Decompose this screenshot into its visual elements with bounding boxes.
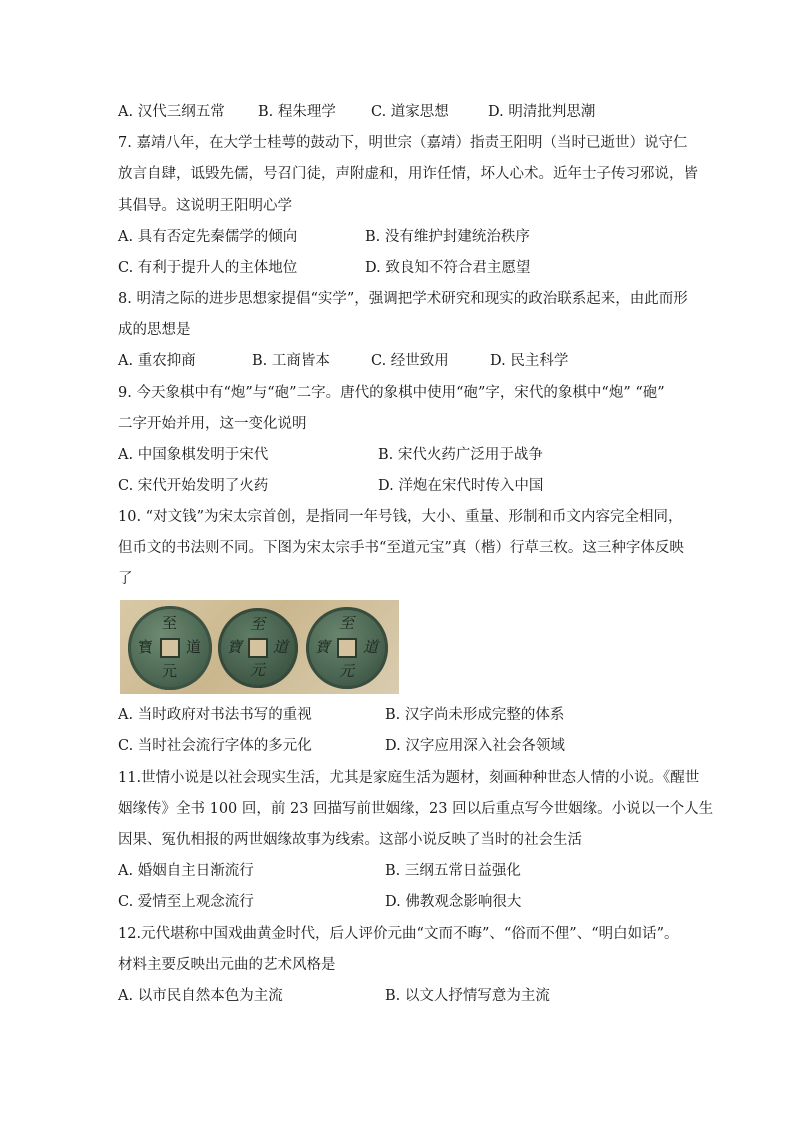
- q11-stem-line-1: 11.世情小说是以社会现实生活，尤其是家庭生活为题材，刻画种种世态人情的小说。《醒世: [118, 770, 700, 786]
- q7-option-b: B. 没有维护封建统治秩序: [365, 229, 530, 245]
- coin-2-char-right: 道: [273, 638, 289, 656]
- q7-option-a: A. 具有否定先秦儒学的倾向: [118, 229, 298, 245]
- coin-2-char-top: 至: [250, 615, 266, 633]
- coin-3-char-right: 道: [363, 638, 379, 656]
- q6-option-a: A. 汉代三纲五常: [118, 104, 225, 120]
- coin-3-hole: [337, 638, 357, 658]
- coin-3-char-bottom: 元: [339, 662, 355, 680]
- q6-option-d: D. 明清批判思潮: [488, 104, 596, 120]
- q10-stem-line-1: 10. “对文钱”为宋太宗首创，是指同一年号钱，大小、重量、形制和币文内容完全相同，: [118, 509, 683, 525]
- q10-option-b: B. 汉字尚未形成完整的体系: [385, 707, 565, 723]
- q10-stem-line-3: 了: [118, 571, 133, 587]
- coin-1-char-top: 至: [162, 614, 178, 632]
- coin-2-hole: [248, 638, 268, 658]
- q9-stem-line-1: 9. 今天象棋中有“炮”与“砲”二字。唐代的象棋中使用“砲”字，宋代的象棋中“炮” “砲”: [118, 385, 665, 401]
- q12-option-a: A. 以市民自然本色为主流: [118, 988, 283, 1004]
- coin-1-hole: [160, 638, 180, 658]
- q12-stem-line-2: 材料主要反映出元曲的艺术风格是: [118, 957, 336, 973]
- q7-option-c: C. 有利于提升人的主体地位: [118, 260, 298, 276]
- q11-stem-line-2: 姻缘传》全书 100 回，前 23 回描写前世姻缘，23 回以后重点写今世姻缘。小说以一个人生: [118, 801, 714, 817]
- q9-option-b: B. 宋代火药广泛用于战争: [378, 447, 543, 463]
- q8-stem-line-1: 8. 明清之际的进步思想家提倡“实学”，强调把学术研究和现实的政治联系起来，由此而形: [118, 291, 688, 307]
- q9-stem-line-2: 二字开始并用，这一变化说明: [118, 416, 307, 432]
- q12-stem-line-1: 12.元代堪称中国戏曲黄金时代，后人评价元曲“文而不晦”、“俗而不俚”、“明白如话”。: [118, 926, 679, 942]
- q9-option-d: D. 洋炮在宋代时传入中国: [378, 478, 544, 494]
- q11-option-c: C. 爱情至上观念流行: [118, 894, 254, 910]
- coin-2-char-bottom: 元: [250, 661, 266, 679]
- q9-option-c: C. 宋代开始发明了火药: [118, 478, 269, 494]
- q11-option-d: D. 佛教观念影响很大: [385, 894, 522, 910]
- coin-1-char-bottom: 元: [162, 662, 178, 680]
- coins-figure: [120, 600, 399, 694]
- coin-2-char-left: 寶: [227, 638, 243, 656]
- q10-stem-line-2: 但币文的书法则不同。下图为宋太宗手书“至道元宝”真（楷）行草三枚。这三种字体反映: [118, 540, 684, 556]
- q7-option-d: D. 致良知不符合君主愿望: [365, 260, 531, 276]
- q8-option-c: C. 经世致用: [371, 353, 449, 369]
- coin-1-char-left: 寶: [138, 638, 154, 656]
- coin-regular-script: [128, 606, 212, 690]
- coin-running-script: [218, 608, 298, 688]
- q10-option-a: A. 当时政府对书法书写的重视: [118, 707, 312, 723]
- q11-option-a: A. 婚姻自主日渐流行: [118, 863, 254, 879]
- q6-option-b: B. 程朱理学: [258, 104, 336, 120]
- coin-3-char-left: 寶: [315, 638, 331, 656]
- q8-option-d: D. 民主科学: [490, 353, 569, 369]
- q7-stem-line-1: 7. 嘉靖八年，在大学士桂萼的鼓动下，明世宗（嘉靖）指责王阳明（当时已逝世）说守仁: [118, 135, 688, 151]
- q7-stem-line-2: 放言自肆，诋毁先儒，号召门徒，声附虚和，用诈任情，坏人心术。近年士子传习邪说，皆: [118, 166, 698, 182]
- coin-cursive-script: [306, 607, 388, 689]
- q11-stem-line-3: 因果、冤仇相报的两世姻缘故事为线索。这部小说反映了当时的社会生活: [118, 832, 582, 848]
- q8-stem-line-2: 成的思想是: [118, 322, 191, 338]
- q11-option-b: B. 三纲五常日益强化: [385, 863, 521, 879]
- q8-option-a: A. 重农抑商: [118, 353, 196, 369]
- q7-stem-line-3: 其倡导。这说明王阳明心学: [118, 198, 292, 214]
- q9-option-a: A. 中国象棋发明于宋代: [118, 447, 269, 463]
- q6-option-c: C. 道家思想: [371, 104, 449, 120]
- q8-option-b: B. 工商皆本: [252, 353, 330, 369]
- q10-option-d: D. 汉字应用深入社会各领域: [385, 738, 565, 754]
- coin-3-char-top: 至: [339, 614, 355, 632]
- q12-option-b: B. 以文人抒情写意为主流: [385, 988, 550, 1004]
- coin-1-char-right: 道: [186, 638, 202, 656]
- q10-option-c: C. 当时社会流行字体的多元化: [118, 738, 312, 754]
